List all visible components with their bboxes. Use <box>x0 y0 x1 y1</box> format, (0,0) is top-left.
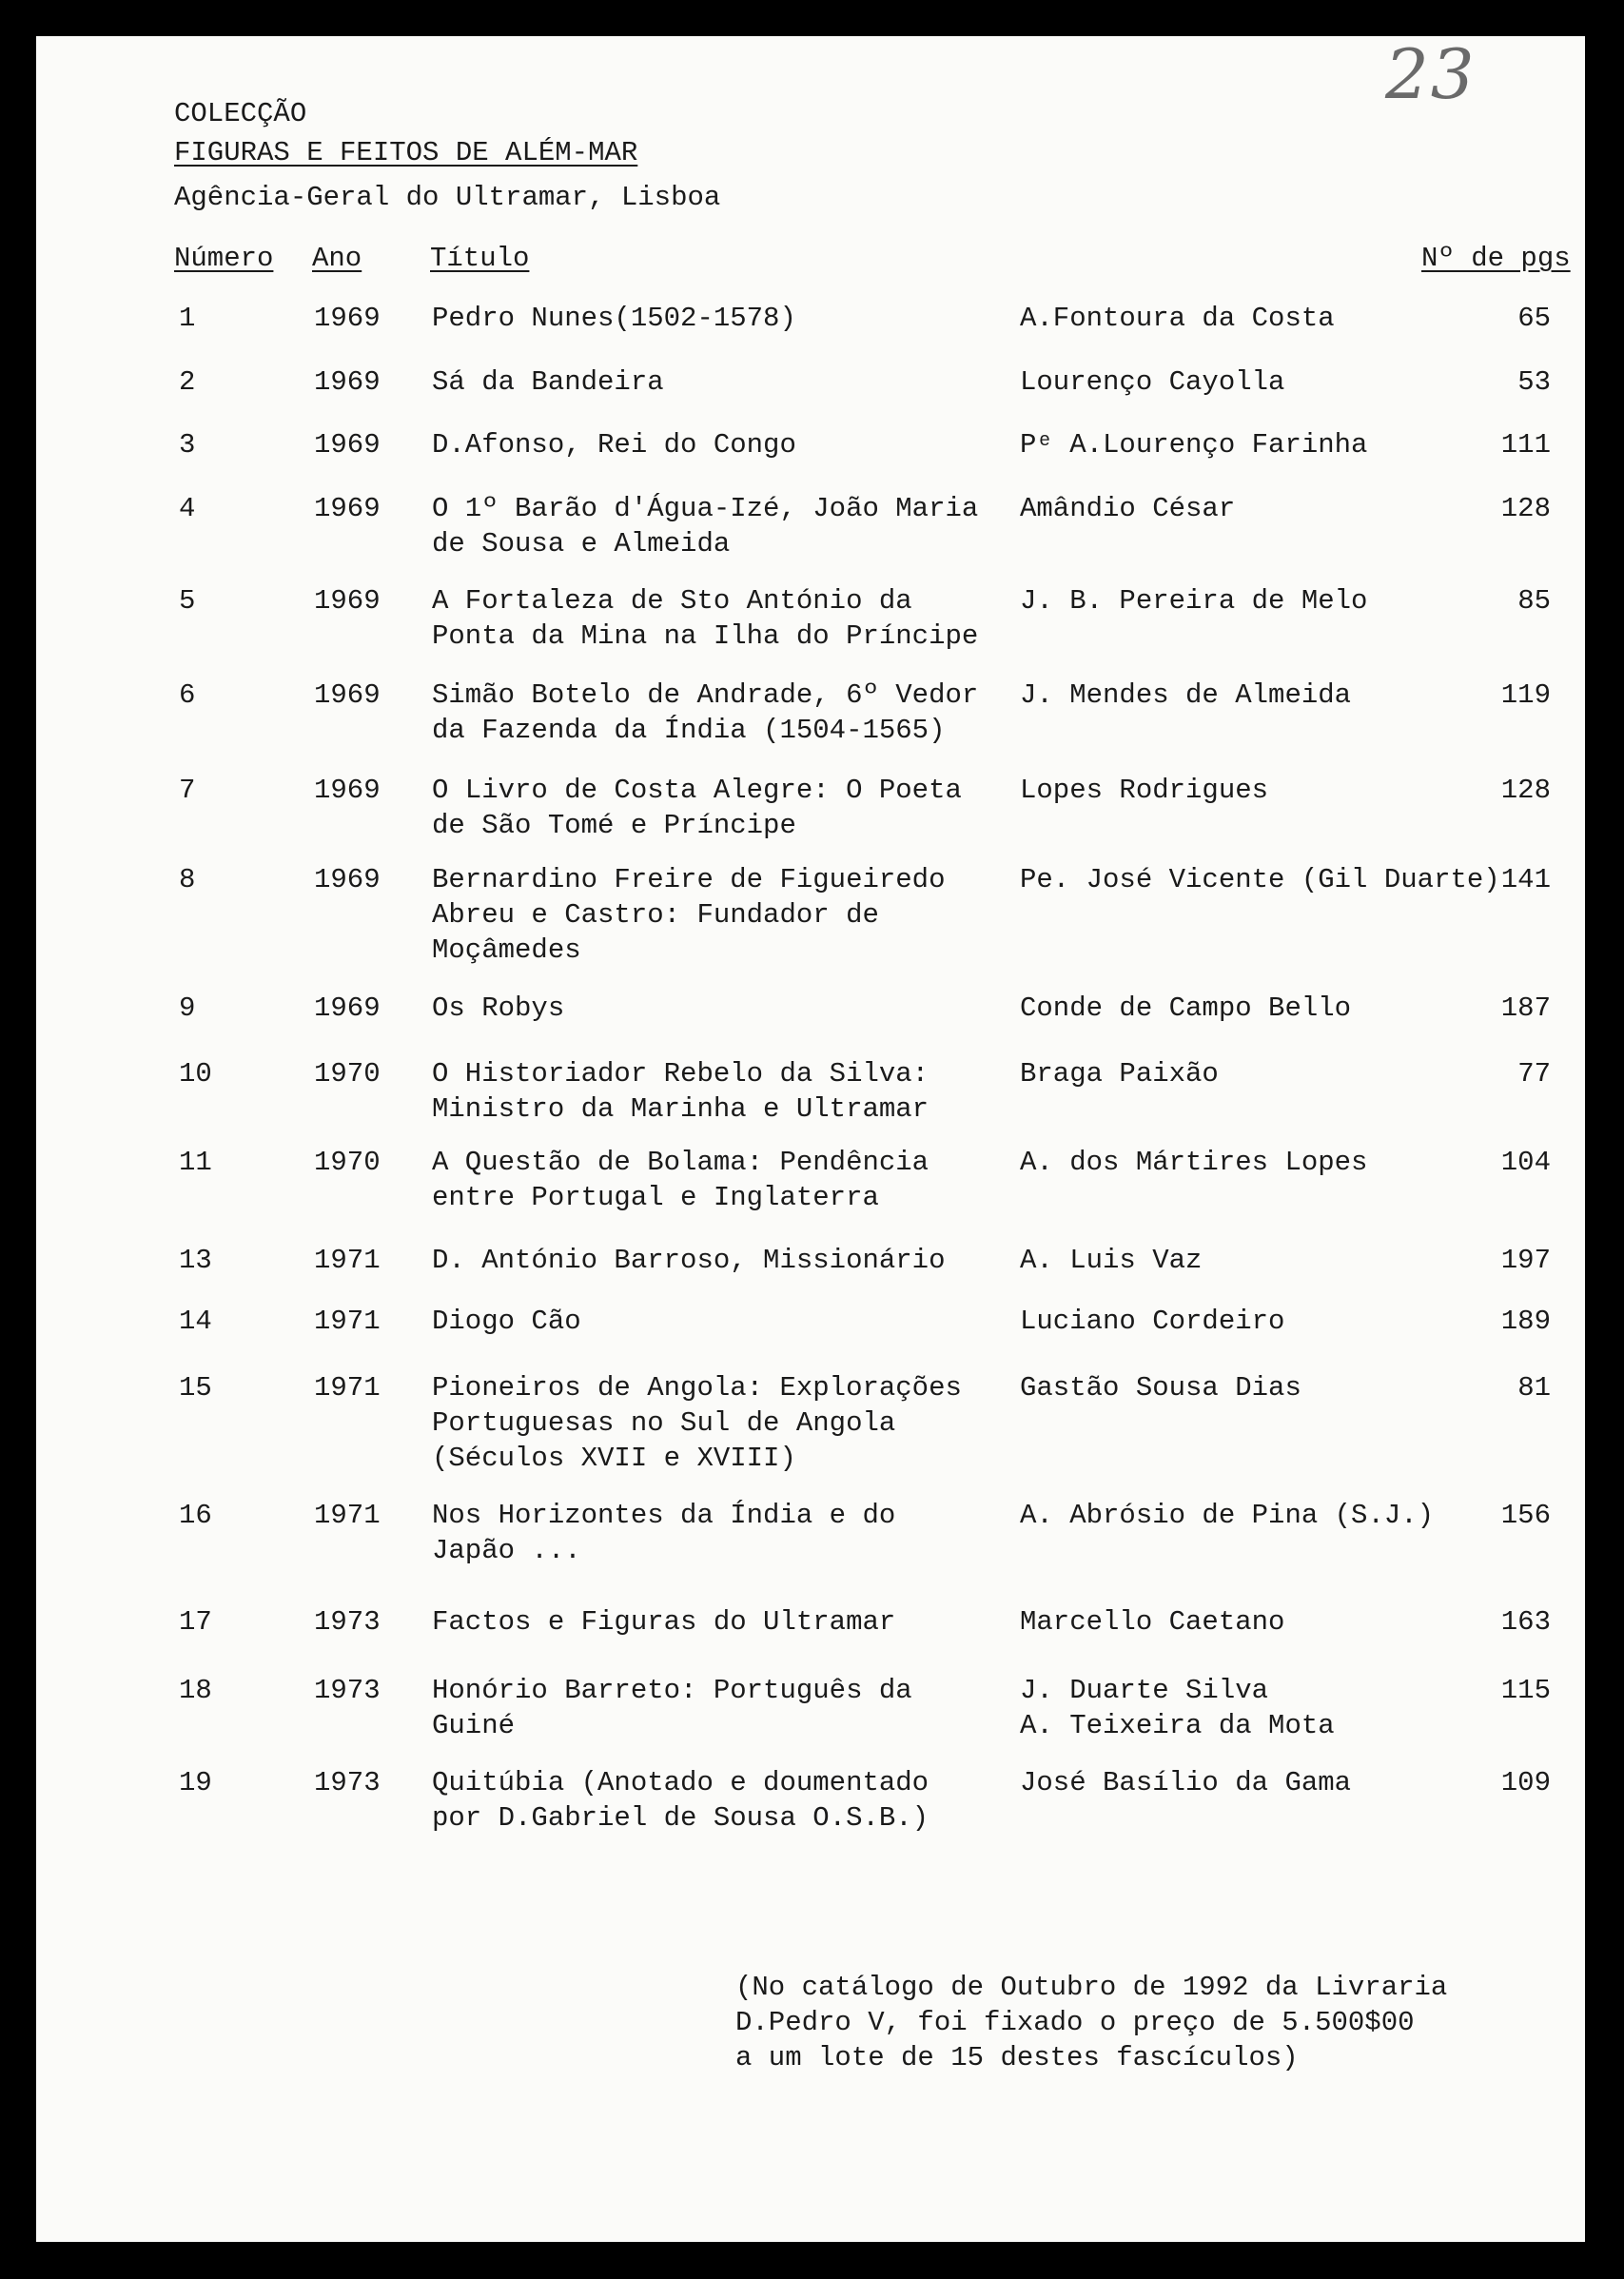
row-author-line: A.Fontoura da Costa <box>1020 303 1335 334</box>
row-number: 14 <box>179 1306 212 1337</box>
row-title-line: Pioneiros de Angola: Explorações <box>432 1372 962 1404</box>
collection-label: COLECÇÃO <box>174 98 307 129</box>
row-author-line: A. dos Mártires Lopes <box>1020 1147 1368 1178</box>
row-number: 3 <box>179 429 196 461</box>
row-pages: 128 <box>1500 493 1551 524</box>
row-author-line: Luciano Cordeiro <box>1020 1306 1285 1337</box>
row-author-line: J. Mendes de Almeida <box>1020 679 1352 711</box>
page-number: 23 <box>1385 34 1477 114</box>
row-year: 1973 <box>314 1767 381 1798</box>
row-pages: 81 <box>1517 1372 1551 1404</box>
row-number: 13 <box>179 1245 212 1276</box>
row-title-line: Os Robys <box>432 992 565 1024</box>
row-year: 1969 <box>314 429 381 461</box>
row-author-line: Gastão Sousa Dias <box>1020 1372 1301 1404</box>
row-author-line: Pe. José Vicente (Gil Duarte) <box>1020 864 1500 895</box>
row-title-line: Factos e Figuras do Ultramar <box>432 1606 896 1638</box>
row-number: 8 <box>179 864 196 895</box>
row-number: 6 <box>179 679 196 711</box>
row-title-line: Portuguesas no Sul de Angola <box>432 1407 896 1439</box>
row-title-line: Guiné <box>432 1710 516 1741</box>
row-title-line: de São Tomé e Príncipe <box>432 810 796 841</box>
row-year: 1969 <box>314 303 381 334</box>
row-title-line: Bernardino Freire de Figueiredo <box>432 864 946 895</box>
row-title-line: O 1º Barão d'Água-Izé, João Maria <box>432 493 979 524</box>
row-pages: 119 <box>1500 679 1551 711</box>
row-title-line: O Livro de Costa Alegre: O Poeta <box>432 775 962 806</box>
row-year: 1971 <box>314 1245 381 1276</box>
col-header-ano: Ano <box>312 243 362 274</box>
row-number: 15 <box>179 1372 212 1404</box>
row-author-line: J. B. Pereira de Melo <box>1020 585 1368 617</box>
row-pages: 141 <box>1500 864 1551 895</box>
row-number: 11 <box>179 1147 212 1178</box>
collection-title: FIGURAS E FEITOS DE ALÉM-MAR <box>174 137 638 168</box>
row-title-line: de Sousa e Almeida <box>432 528 731 560</box>
row-pages: 197 <box>1500 1245 1551 1276</box>
note-line: (No catálogo de Outubro de 1992 da Livraria <box>735 1972 1448 2003</box>
row-author-line: Lourenço Cayolla <box>1020 366 1285 398</box>
note-line: a um lote de 15 destes fascículos) <box>735 2042 1299 2073</box>
row-title-line: (Séculos XVII e XVIII) <box>432 1443 796 1474</box>
row-number: 19 <box>179 1767 212 1798</box>
row-number: 17 <box>179 1606 212 1638</box>
row-pages: 104 <box>1500 1147 1551 1178</box>
row-title-line: Honório Barreto: Português da <box>432 1675 912 1706</box>
row-pages: 187 <box>1500 992 1551 1024</box>
catalog-note <box>735 1970 1447 2075</box>
row-year: 1969 <box>314 493 381 524</box>
row-title-line: Nos Horizontes da Índia e do <box>432 1500 896 1531</box>
row-number: 1 <box>179 303 196 334</box>
row-title-line: A Fortaleza de Sto António da <box>432 585 912 617</box>
row-author-line: A. Teixeira da Mota <box>1020 1710 1335 1741</box>
publisher: Agência-Geral do Ultramar, Lisboa <box>174 182 721 213</box>
row-author-line: Amândio César <box>1020 493 1236 524</box>
row-number: 5 <box>179 585 196 617</box>
row-author-line: Braga Paixão <box>1020 1058 1219 1090</box>
row-year: 1969 <box>314 775 381 806</box>
row-number: 9 <box>179 992 196 1024</box>
row-title-line: Sá da Bandeira <box>432 366 664 398</box>
row-pages: 189 <box>1500 1306 1551 1337</box>
row-number: 2 <box>179 366 196 398</box>
row-author-line: A. Abrósio de Pina (S.J.) <box>1020 1500 1435 1531</box>
row-title-line: Ministro da Marinha e Ultramar <box>432 1093 929 1125</box>
row-pages: 128 <box>1500 775 1551 806</box>
row-title-line: Ponta da Mina na Ilha do Príncipe <box>432 620 979 652</box>
row-pages: 156 <box>1500 1500 1551 1531</box>
row-year: 1973 <box>314 1675 381 1706</box>
row-number: 7 <box>179 775 196 806</box>
document-page <box>36 36 1585 2242</box>
row-author-line: José Basílio da Gama <box>1020 1767 1352 1798</box>
row-author-line: Conde de Campo Bello <box>1020 992 1352 1024</box>
row-author-line: Lopes Rodrigues <box>1020 775 1269 806</box>
row-title-line: Abreu e Castro: Fundador de <box>432 899 879 931</box>
row-pages: 53 <box>1517 366 1551 398</box>
row-title-line: Diogo Cão <box>432 1306 581 1337</box>
row-year: 1969 <box>314 585 381 617</box>
row-title-line: Japão ... <box>432 1535 581 1566</box>
row-year: 1969 <box>314 992 381 1024</box>
row-title-line: Simão Botelo de Andrade, 6º Vedor <box>432 679 979 711</box>
row-author-line: A. Luis Vaz <box>1020 1245 1203 1276</box>
row-number: 4 <box>179 493 196 524</box>
row-year: 1969 <box>314 366 381 398</box>
row-year: 1969 <box>314 679 381 711</box>
col-header-numero: Número <box>174 243 274 274</box>
row-author-line: Marcello Caetano <box>1020 1606 1285 1638</box>
row-title-line: entre Portugal e Inglaterra <box>432 1182 879 1213</box>
note-line: D.Pedro V, foi fixado o preço de 5.500$00 <box>735 2007 1415 2038</box>
row-pages: 65 <box>1517 303 1551 334</box>
row-title-line: por D.Gabriel de Sousa O.S.B.) <box>432 1802 929 1834</box>
row-title-line: O Historiador Rebelo da Silva: <box>432 1058 929 1090</box>
row-pages: 77 <box>1517 1058 1551 1090</box>
row-pages: 111 <box>1500 429 1551 461</box>
row-pages: 163 <box>1500 1606 1551 1638</box>
row-title-line: D.Afonso, Rei do Congo <box>432 429 796 461</box>
row-title-line: da Fazenda da Índia (1504-1565) <box>432 715 946 746</box>
row-title-line: D. António Barroso, Missionário <box>432 1245 946 1276</box>
row-year: 1973 <box>314 1606 381 1638</box>
row-number: 10 <box>179 1058 212 1090</box>
row-author-line: Pᵉ A.Lourenço Farinha <box>1020 429 1368 461</box>
row-year: 1971 <box>314 1372 381 1404</box>
row-title-line: Quitúbia (Anotado e doumentado <box>432 1767 929 1798</box>
row-pages: 109 <box>1500 1767 1551 1798</box>
row-year: 1970 <box>314 1058 381 1090</box>
row-number: 18 <box>179 1675 212 1706</box>
col-header-pgs: Nº de pgs <box>1421 243 1571 274</box>
row-number: 16 <box>179 1500 212 1531</box>
row-title-line: Pedro Nunes(1502-1578) <box>432 303 796 334</box>
row-year: 1971 <box>314 1500 381 1531</box>
row-title-line: Moçâmedes <box>432 934 581 966</box>
row-pages: 85 <box>1517 585 1551 617</box>
row-author-line: J. Duarte Silva <box>1020 1675 1269 1706</box>
row-title-line: A Questão de Bolama: Pendência <box>432 1147 929 1178</box>
col-header-titulo: Título <box>430 243 530 274</box>
row-pages: 115 <box>1500 1675 1551 1706</box>
row-year: 1970 <box>314 1147 381 1178</box>
row-year: 1969 <box>314 864 381 895</box>
row-year: 1971 <box>314 1306 381 1337</box>
